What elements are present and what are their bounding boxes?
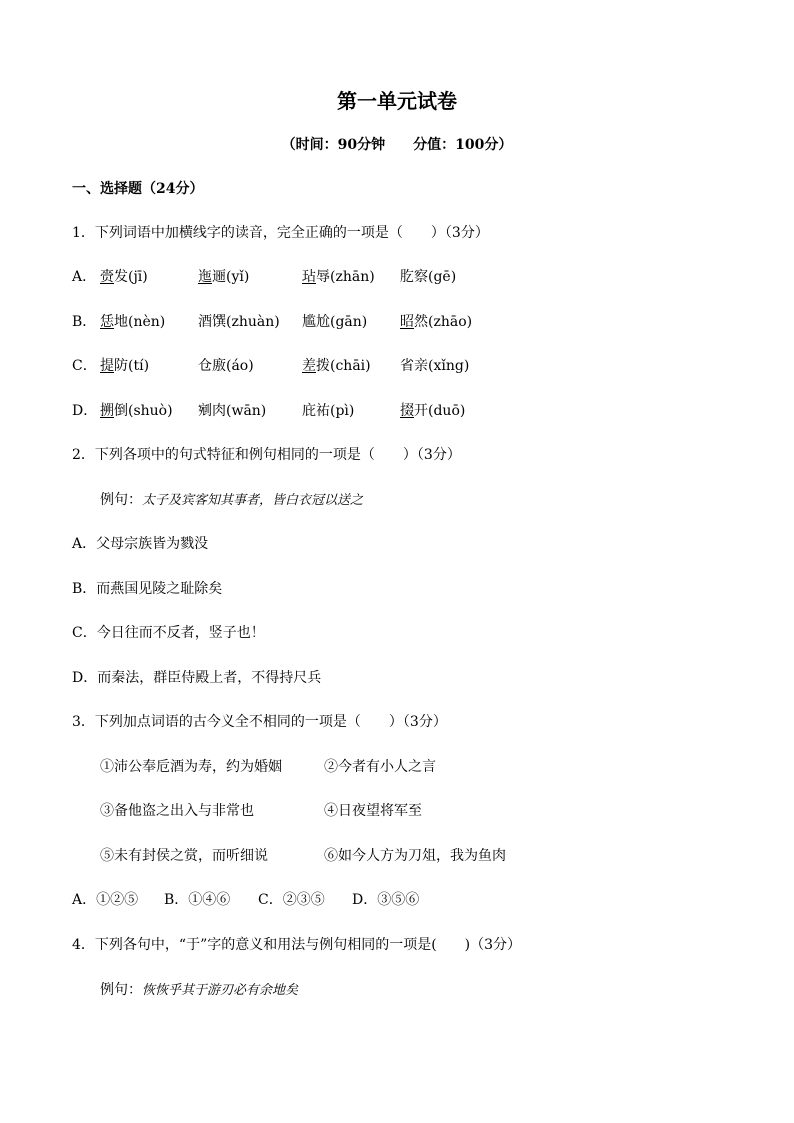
- section-heading: 一、选择题（24分）: [72, 181, 204, 197]
- q1-c-word-1: [100, 357, 149, 375]
- example-text: 太子及宾客知其事者，皆白衣冠以送之: [142, 493, 364, 508]
- q1-a-word-1: [100, 268, 148, 286]
- question-2-stem: 2．下列各项中的句式特征和例句相同的一项是（ ）（3分）: [72, 447, 461, 463]
- q2-option-a: A．父母宗族皆为戮没: [72, 536, 209, 552]
- q1-b-word-2: [198, 313, 280, 331]
- q1-option-b-letter: B．: [72, 314, 97, 330]
- underlined-char: 迤: [198, 269, 212, 285]
- word-rest: 省亲(xǐng): [400, 358, 470, 374]
- q2-option-d: D．而秦法，群臣侍殿上者，不得持尺兵: [72, 670, 322, 686]
- q3-item-4: ④日夜望将军至: [324, 803, 422, 819]
- q1-d-word-3: [302, 402, 354, 420]
- word-rest: 酒馔(zhuàn): [198, 314, 280, 330]
- exam-info: （时间：90分钟 分值：100分）: [281, 137, 513, 153]
- underlined-char: 玷: [302, 269, 316, 285]
- q1-b-word-1: [100, 313, 165, 331]
- q1-a-word-4: [400, 268, 456, 286]
- word-rest: 发(jī): [114, 269, 148, 285]
- word-rest: 辱(zhān): [316, 269, 375, 285]
- q3-item-1: ①沛公奉卮酒为寿，约为婚姻: [100, 759, 282, 775]
- q1-option-c-letter: C．: [72, 358, 97, 374]
- q3-item-3: ③备他盗之出入与非常也: [100, 803, 254, 819]
- underlined-char: 恁: [100, 314, 114, 330]
- q3-item-6: ⑥如今人方为刀俎，我为鱼肉: [324, 848, 506, 864]
- word-rest: 剜肉(wān): [198, 403, 267, 419]
- q1-c-word-4: [400, 357, 469, 375]
- question-2-example: [100, 491, 363, 510]
- word-rest: 肐察(gē): [400, 269, 457, 285]
- q1-b-word-4: [400, 313, 472, 331]
- underlined-char: 昭: [400, 314, 414, 330]
- word-rest: 然(zhāo): [414, 314, 473, 330]
- question-1-stem: 1．下列词语中加横线字的读音，完全正确的一项是（ ）（3分）: [72, 225, 489, 241]
- underlined-char: 赍: [100, 269, 114, 285]
- underlined-char: 搠: [100, 403, 114, 419]
- q3-item-5: ⑤未有封侯之赏，而听细说: [100, 848, 268, 864]
- q1-option-a-letter: A．: [72, 269, 97, 285]
- word-rest: 仓廒(áo): [198, 358, 254, 374]
- underlined-char: 提: [100, 358, 114, 374]
- example-label: 例句：: [100, 982, 142, 998]
- underlined-char: 掇: [400, 403, 414, 419]
- word-rest: 拨(chāi): [316, 358, 371, 374]
- example-text: 恢恢乎其于游刃必有余地矣: [142, 983, 299, 998]
- q1-d-word-2: [198, 402, 266, 420]
- q1-d-word-1: [100, 402, 173, 420]
- q1-option-d-letter: D．: [72, 403, 98, 419]
- q2-option-b: B．而燕国见陵之耻除矣: [72, 581, 223, 597]
- word-rest: 庇祐(pì): [302, 403, 355, 419]
- q3-option-a: A．①②⑤: [72, 892, 139, 908]
- q1-b-word-3: [302, 313, 367, 331]
- word-rest: 倒(shuò): [114, 403, 173, 419]
- q1-d-word-4: [400, 402, 465, 420]
- q1-a-word-3: [302, 268, 375, 286]
- word-rest: 开(duō): [414, 403, 466, 419]
- q3-option-b: B．①④⑥: [164, 892, 231, 908]
- page-title: [0, 85, 794, 114]
- word-rest: 防(tí): [114, 358, 150, 374]
- question-3-stem: 3．下列加点词语的古今义全不相同的一项是（ ）（3分）: [72, 714, 447, 730]
- q3-option-d: D．③⑤⑥: [352, 892, 420, 908]
- q1-c-word-3: [302, 357, 371, 375]
- question-4-example: [100, 981, 298, 1000]
- word-rest: 尴尬(gān): [302, 314, 368, 330]
- underlined-char: 差: [302, 358, 316, 374]
- q1-a-word-2: [198, 268, 249, 286]
- word-rest: 逦(yǐ): [212, 269, 250, 285]
- word-rest: 地(nèn): [114, 314, 166, 330]
- q3-item-2: ②今者有小人之言: [324, 759, 436, 775]
- q3-option-c: C．②③⑤: [258, 892, 325, 908]
- q1-c-word-2: [198, 357, 254, 375]
- q2-option-c: C．今日往而不反者，竖子也！: [72, 625, 265, 641]
- question-4-stem: 4．下列各句中，“于”字的意义和用法与例句相同的一项是( )（3分）: [72, 937, 522, 953]
- page-title-text: 第一单元试卷: [337, 89, 457, 113]
- example-label: 例句：: [100, 492, 142, 508]
